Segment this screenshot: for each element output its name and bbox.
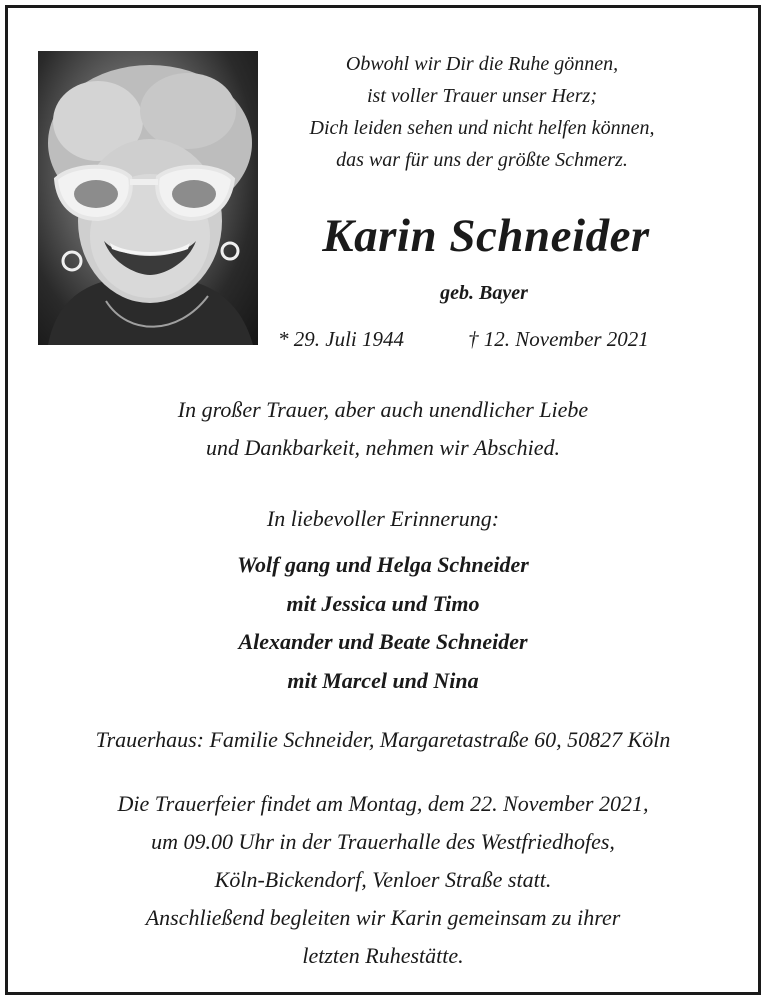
ceremony-line: letzten Ruhestätte. — [302, 943, 464, 968]
ceremony-line: um 09.00 Uhr in der Trauerhalle des Westfriedhofes, — [151, 829, 615, 854]
poem-line: Obwohl wir Dir die Ruhe gönnen, — [345, 53, 619, 75]
memory-label: In liebevoller Erinnerung: — [266, 506, 500, 531]
mourning-house-address: Trauerhaus: Familie Schneider, Margaretastraße 60, 50827 Köln — [95, 727, 671, 752]
portrait-photo — [38, 51, 258, 345]
poem-line: Dich leiden sehen und nicht helfen können, — [309, 117, 655, 139]
family-member: Alexander und Beate Schneider — [238, 629, 528, 654]
poem-line: ist voller Trauer unser Herz; — [367, 85, 597, 107]
family-member: mit Marcel und Nina — [287, 667, 479, 693]
maiden-name: geb. Bayer — [440, 282, 528, 304]
family-member: mit Jessica und Timo — [286, 590, 480, 616]
ceremony-details — [0, 785, 766, 975]
ceremony-line: Die Trauerfeier findet am Montag, dem 22. November 2021, — [117, 791, 649, 816]
farewell-text — [0, 391, 766, 467]
family-member: Wolf gang und Helga Schneider — [237, 552, 529, 577]
family-list — [0, 546, 766, 700]
ceremony-line: Anschließend begleiten wir Karin gemeinsam zu ihrer — [145, 905, 621, 930]
deceased-name: Karin Schneider — [322, 210, 650, 262]
ceremony-line: Köln-Bickendorf, Venloer Straße statt. — [214, 867, 552, 892]
birth-date: * 29. Juli 1944 — [278, 327, 404, 351]
farewell-line: und Dankbarkeit, nehmen wir Abschied. — [206, 435, 560, 460]
farewell-line: In großer Trauer, aber auch unendlicher Liebe — [177, 397, 589, 422]
portrait-illustration — [38, 51, 258, 345]
death-date: † 12. November 2021 — [468, 327, 649, 351]
poem-line: das war für uns der größte Schmerz. — [336, 149, 628, 171]
memorial-poem — [266, 48, 698, 176]
